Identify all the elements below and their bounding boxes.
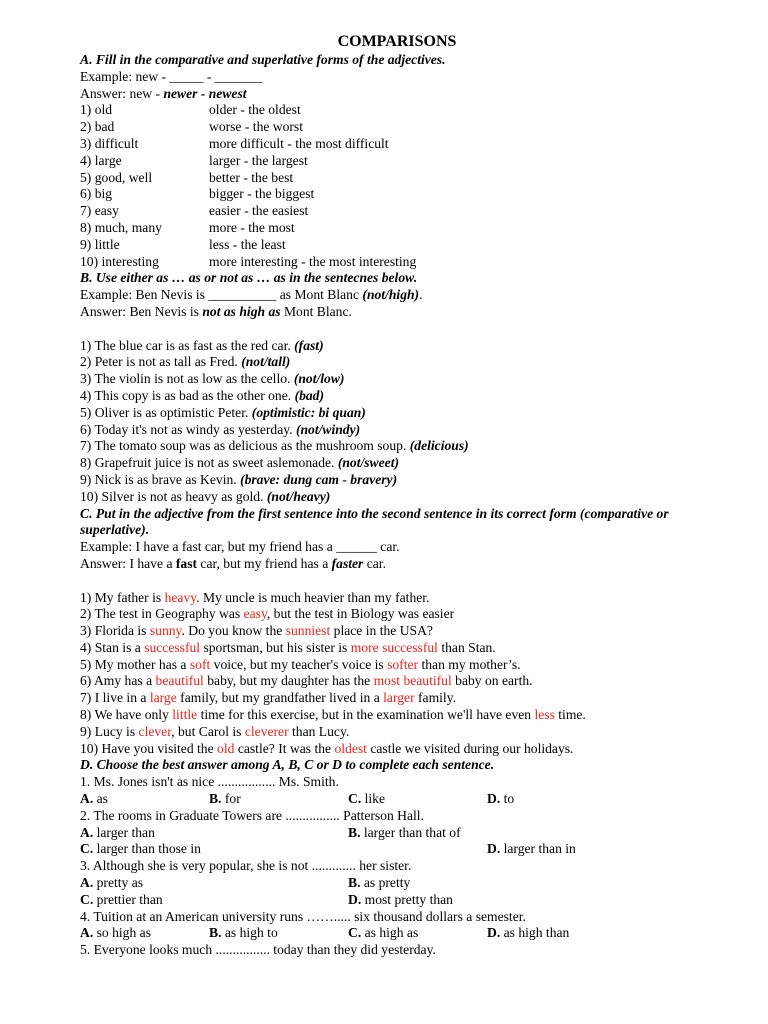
option-letter: B. <box>209 925 222 941</box>
sentence-part: . My uncle is much heavier than my father. <box>196 589 430 605</box>
section-b-heading: B. Use either as … as or not as … as in the sentecnes below. <box>80 270 418 286</box>
sentence-row <box>80 690 720 707</box>
adjective: 1) old <box>80 102 113 118</box>
sentence-part: voice, but my teacher's voice is <box>210 656 388 672</box>
option-letter: D. <box>487 841 501 857</box>
section-a-list <box>80 102 720 270</box>
option-c[interactable] <box>348 791 487 808</box>
sentence-hint: (not/sweet) <box>337 455 399 471</box>
section-c-answer <box>80 556 720 573</box>
highlight-word: successful <box>144 639 201 655</box>
adjective-row <box>80 136 720 153</box>
sentence-row <box>80 354 720 371</box>
option-letter: C. <box>348 791 362 807</box>
highlight-word: softer <box>387 656 419 672</box>
section-b-answer <box>80 304 720 321</box>
sentence-row <box>80 623 720 640</box>
sentence-row <box>80 438 720 455</box>
highlight-word: larger <box>383 690 415 706</box>
option-b[interactable] <box>348 875 410 892</box>
sentence-part: place in the USA? <box>330 623 433 639</box>
adjective: 8) much, many <box>80 219 162 235</box>
option-letter: C. <box>80 841 94 857</box>
adjective-row <box>80 153 720 170</box>
sentence-part: , but the test in Biology was easier <box>266 606 455 622</box>
sentence-part: baby on earth. <box>451 673 533 689</box>
option-text: larger than that of <box>363 824 461 840</box>
adjective-row <box>80 203 720 220</box>
option-text: as high to <box>224 925 278 941</box>
highlight-word: cleverer <box>244 723 289 739</box>
sentence-part: 4) Stan is a <box>80 639 145 655</box>
highlight-word: easy <box>243 606 267 622</box>
adjective-row <box>80 102 720 119</box>
adjective-row <box>80 170 720 187</box>
option-letter: B. <box>209 791 222 807</box>
sentence-hint: (not/low) <box>293 371 345 387</box>
option-text: prettier than <box>96 891 163 907</box>
adjective: 2) bad <box>80 119 115 135</box>
answer-prefix: Answer: new - <box>80 85 164 101</box>
sentence-part: 10) Have you visited the <box>80 740 218 756</box>
adjective: 9) little <box>80 236 120 252</box>
answer-suffix: Mont Blanc. <box>280 303 352 319</box>
sentence-part: family. <box>414 690 457 706</box>
sentence-row <box>80 673 720 690</box>
sentence-row <box>80 657 720 674</box>
option-letter: D. <box>487 791 501 807</box>
adjective-row <box>80 254 720 271</box>
sentence-text: 8) Grapefruit juice is not as sweet aslemonade. <box>80 455 338 471</box>
sentence-row <box>80 472 720 489</box>
option-text: larger than <box>96 824 155 840</box>
sentence-part: than my mother’s. <box>418 656 521 672</box>
option-text: to <box>503 791 515 807</box>
option-d[interactable] <box>487 841 576 858</box>
answer-value: newer - newest <box>163 85 247 101</box>
sentence-part: 3) Florida is <box>80 623 150 639</box>
highlight-word: most beautiful <box>373 673 452 689</box>
answer-value: not as high as <box>202 303 281 319</box>
section-b-example <box>80 287 720 304</box>
answer-word: fast <box>175 555 198 571</box>
option-letter: A. <box>80 791 94 807</box>
adjective: 3) difficult <box>80 135 139 151</box>
sentence-row <box>80 590 720 607</box>
sentence-row <box>80 388 720 405</box>
option-text: as <box>96 791 108 807</box>
sentence-text: 5) Oliver is as optimistic Peter. <box>80 404 252 420</box>
option-letter: C. <box>80 891 94 907</box>
sentence-part: time for this exercise, but in the examination we'll have even <box>197 707 535 723</box>
sentence-row <box>80 741 720 758</box>
sentence-part: than Stan. <box>437 639 496 655</box>
option-c[interactable] <box>80 892 348 909</box>
highlight-word: oldest <box>334 740 367 756</box>
page-title: COMPARISONS <box>337 33 457 50</box>
highlight-word: old <box>217 740 235 756</box>
sentence-hint: (bad) <box>294 387 325 403</box>
highlight-word: soft <box>189 656 211 672</box>
sentence-part: castle? It was the <box>234 740 335 756</box>
option-letter: D. <box>348 891 362 907</box>
adjective-forms: older - the oldest <box>209 102 301 118</box>
sentence-hint: (not/tall) <box>241 354 291 370</box>
sentence-part: 8) We have only <box>80 707 173 723</box>
adjective-forms: worse - the worst <box>209 119 304 135</box>
sentence-part: , but Carol is <box>171 723 245 739</box>
option-text: as high as <box>364 925 419 941</box>
sentence-hint: (fast) <box>294 337 324 353</box>
sentence-part: 5) My mother has a <box>80 656 190 672</box>
option-text: pretty as <box>96 875 144 891</box>
sentence-part: 1) My father is <box>80 589 165 605</box>
option-d[interactable] <box>348 892 453 909</box>
sentence-text: 4) This copy is as bad as the other one. <box>80 387 295 403</box>
option-letter: B. <box>348 875 361 891</box>
answer-part: car. <box>363 555 386 571</box>
question-3-options-row2 <box>80 892 720 909</box>
option-b[interactable] <box>209 791 348 808</box>
question-2-options-row1 <box>80 825 720 842</box>
highlight-word: sunny <box>149 623 182 639</box>
sentence-hint: (delicious) <box>409 438 469 454</box>
option-c[interactable] <box>80 841 487 858</box>
sentence-part: 2) The test in Geography was <box>80 606 244 622</box>
question-2-options-row2 <box>80 841 720 858</box>
adjective-forms: less - the least <box>209 236 286 252</box>
sentence-text: 2) Peter is not as tall as Fred. <box>80 354 242 370</box>
sentence-row <box>80 455 720 472</box>
adjective-forms: easier - the easiest <box>209 203 309 219</box>
question-5: 5. Everyone looks much ................ today than they did yesterday. <box>80 942 436 958</box>
sentence-row <box>80 371 720 388</box>
sentence-row <box>80 422 720 439</box>
example-hint: (not/high) <box>362 287 420 303</box>
adjective: 4) large <box>80 152 122 168</box>
highlight-word: heavy <box>164 589 197 605</box>
option-d[interactable] <box>487 791 514 808</box>
section-a-example: Example: new - _____ - _______ <box>80 68 263 84</box>
adjective: 10) interesting <box>80 253 159 269</box>
question-4: 4. Tuition at an American university runs ……..... six thousand dollars a semester. <box>80 908 526 924</box>
highlight-word: less <box>534 707 555 723</box>
sentence-row <box>80 606 720 623</box>
option-letter: A. <box>80 824 94 840</box>
highlight-word: little <box>172 707 198 723</box>
sentence-text: 3) The violin is not as low as the cello. <box>80 371 294 387</box>
adjective-row <box>80 186 720 203</box>
adjective-row <box>80 220 720 237</box>
option-a[interactable] <box>80 825 348 842</box>
sentence-row <box>80 707 720 724</box>
section-a-heading: A. Fill in the comparative and superlative forms of the adjectives. <box>80 52 446 67</box>
question-1-options <box>80 791 720 808</box>
option-text: for <box>224 791 241 807</box>
sentence-part: . Do you know the <box>181 623 286 639</box>
sentence-part: time. <box>554 707 586 723</box>
sentence-part: than Lucy. <box>288 723 350 739</box>
option-a[interactable] <box>80 925 209 942</box>
sentence-text: 1) The blue car is as fast as the red car. <box>80 337 295 353</box>
sentence-part: 9) Lucy is <box>80 723 139 739</box>
option-text: most pretty than <box>364 891 453 907</box>
sentence-hint: (brave: dung cam - bravery) <box>240 471 398 487</box>
sentence-text: 6) Today it's not as windy as yesterday. <box>80 421 296 437</box>
example-end: . <box>419 287 423 303</box>
section-c-heading: C. Put in the adjective from the first sentence into the second sentence in its correct form (comparative or superlative). <box>80 505 669 538</box>
option-letter: C. <box>348 925 362 941</box>
section-a-answer <box>80 86 720 103</box>
adjective-forms: bigger - the biggest <box>209 186 315 202</box>
highlight-word: more successful <box>350 639 438 655</box>
option-b[interactable] <box>348 825 461 842</box>
sentence-hint: (not/windy) <box>295 421 361 437</box>
option-text: like <box>364 791 386 807</box>
worksheet <box>80 32 720 959</box>
adjective-row <box>80 119 720 136</box>
adjective: 6) big <box>80 186 113 202</box>
highlight-word: large <box>149 690 177 706</box>
question-4-options <box>80 925 720 942</box>
sentence-part: sportsman, but his sister is <box>200 639 351 655</box>
option-b[interactable] <box>209 925 348 942</box>
adjective-forms: larger - the largest <box>209 152 308 168</box>
answer-word: faster <box>331 555 364 571</box>
question-1: 1. Ms. Jones isn't as nice ................. Ms. Smith. <box>80 774 339 790</box>
sentence-part: family, but my grandfather lived in a <box>176 690 384 706</box>
section-c-list <box>80 590 720 758</box>
sentence-part: baby, but my daughter has the <box>203 673 374 689</box>
adjective-forms: more interesting - the most interesting <box>209 253 417 269</box>
adjective: 5) good, well <box>80 169 153 185</box>
spacer <box>80 573 720 590</box>
sentence-row <box>80 405 720 422</box>
sentence-hint: (not/heavy) <box>266 488 331 504</box>
option-c[interactable] <box>348 925 487 942</box>
option-letter: D. <box>487 925 501 941</box>
answer-prefix: Answer: Ben Nevis is <box>80 303 203 319</box>
sentence-part: 7) I live in a <box>80 690 150 706</box>
option-text: larger than those in <box>96 841 201 857</box>
sentence-part: 6) Amy has a <box>80 673 156 689</box>
sentence-row <box>80 724 720 741</box>
sentence-part: castle we visited during our holidays. <box>366 740 574 756</box>
option-d[interactable] <box>487 925 569 942</box>
answer-part: Answer: I have a <box>80 555 176 571</box>
sentence-hint: (optimistic: bi quan) <box>251 404 366 420</box>
option-text: larger than in <box>503 841 576 857</box>
adjective-forms: more difficult - the most difficult <box>209 135 389 151</box>
adjective: 7) easy <box>80 203 119 219</box>
question-3-options-row1 <box>80 875 720 892</box>
option-letter: A. <box>80 875 94 891</box>
answer-part: car, but my friend has a <box>197 555 332 571</box>
highlight-word: sunniest <box>285 623 331 639</box>
option-a[interactable] <box>80 875 348 892</box>
example-text: Example: Ben Nevis is __________ as Mont Blanc <box>80 287 363 303</box>
section-b-list <box>80 338 720 506</box>
adjective-row <box>80 237 720 254</box>
section-c-example: Example: I have a fast car, but my friend has a ______ car. <box>80 539 400 555</box>
sentence-text: 10) Silver is not as heavy as gold. <box>80 488 267 504</box>
sentence-text: 9) Nick is as brave as Kevin. <box>80 471 241 487</box>
spacer <box>80 321 720 338</box>
question-3: 3. Although she is very popular, she is not ............. her sister. <box>80 858 412 874</box>
sentence-row <box>80 489 720 506</box>
option-text: as pretty <box>363 875 411 891</box>
highlight-word: beautiful <box>155 673 204 689</box>
sentence-row <box>80 338 720 355</box>
option-letter: A. <box>80 925 94 941</box>
question-2: 2. The rooms in Graduate Towers are ................ Patterson Hall. <box>80 807 424 823</box>
highlight-word: clever <box>138 723 172 739</box>
sentence-row <box>80 640 720 657</box>
option-a[interactable] <box>80 791 209 808</box>
option-text: so high as <box>96 925 151 941</box>
sentence-text: 7) The tomato soup was as delicious as the mushroom soup. <box>80 438 410 454</box>
adjective-forms: better - the best <box>209 169 294 185</box>
option-text: as high than <box>503 925 570 941</box>
option-letter: B. <box>348 824 361 840</box>
adjective-forms: more - the most <box>209 219 295 235</box>
section-d-heading: D. Choose the best answer among A, B, C or D to complete each sentence. <box>80 757 495 773</box>
